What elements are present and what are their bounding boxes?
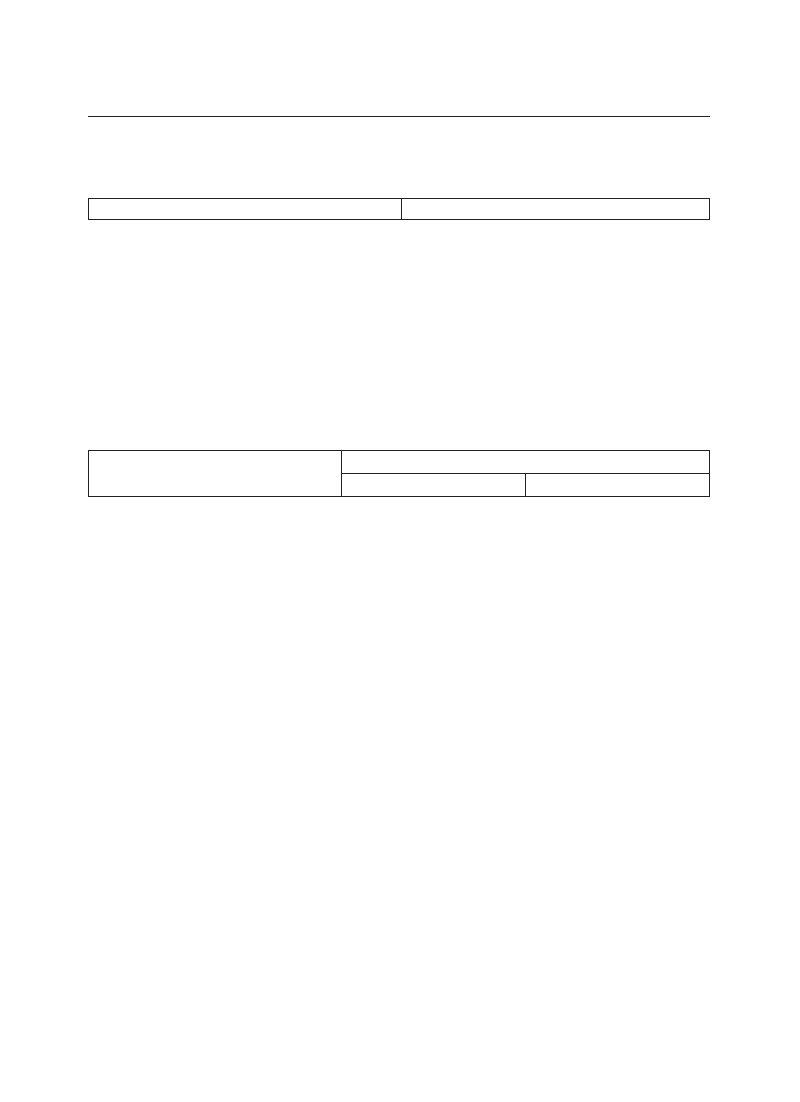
table-1 (88, 198, 710, 220)
section-5-2-heading (88, 772, 100, 787)
table-2 (88, 450, 710, 497)
table-1-header-value (402, 199, 710, 220)
section-4-2-heading (88, 134, 100, 149)
table-2-header-group (342, 451, 710, 474)
page-header (88, 92, 708, 110)
table-2-header-inactive (526, 474, 710, 497)
table-1-header-item (89, 199, 402, 220)
table-2-header-active (342, 474, 526, 497)
section-5-heading (88, 679, 100, 695)
section-4-3-heading (88, 386, 100, 401)
table-2-header-item (89, 451, 342, 497)
section-5-1-heading (88, 709, 100, 724)
header-rule (88, 116, 710, 117)
